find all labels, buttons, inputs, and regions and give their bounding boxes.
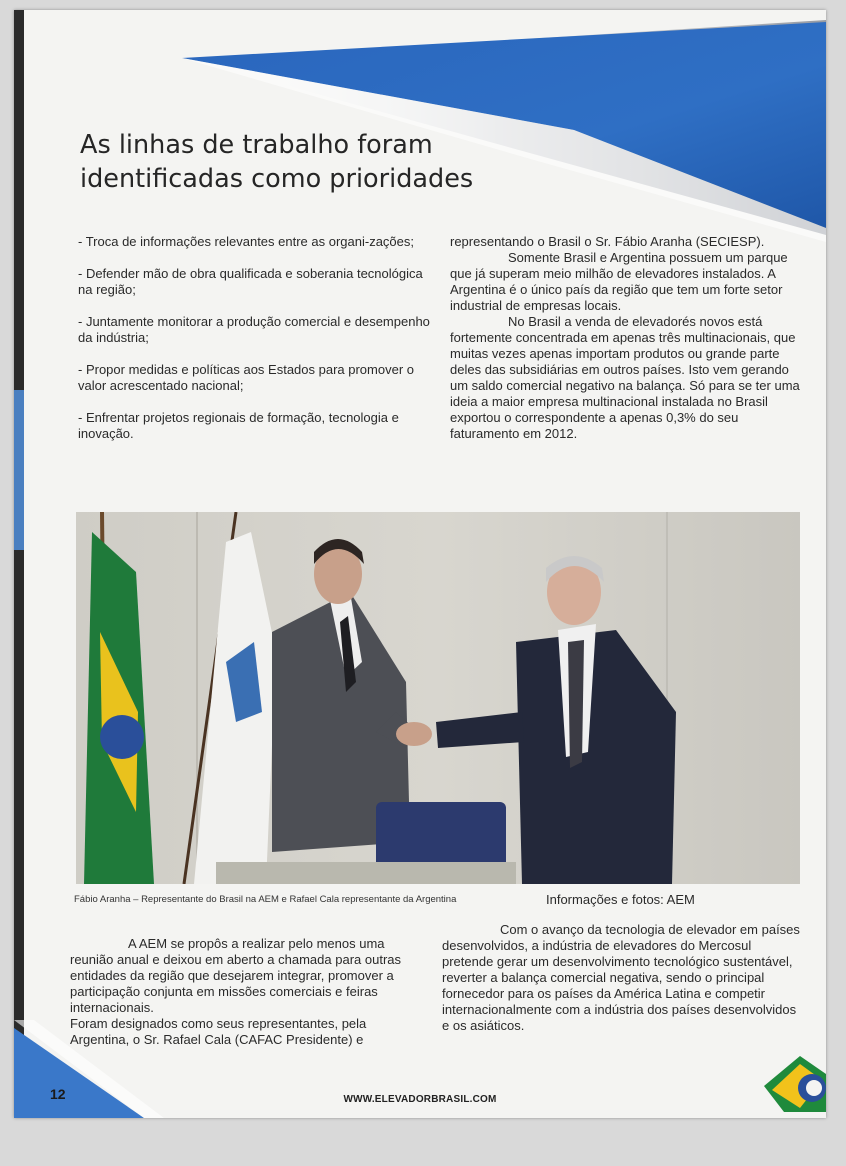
binding-accent <box>14 390 24 550</box>
paragraph: Foram designados como seus representantes, pela Argentina, o Sr. Rafael Cala (CAFAC Presidente) e <box>70 1016 367 1047</box>
title-line-1: As linhas de trabalho foram <box>80 130 433 160</box>
photo-caption: Fábio Aranha – Representante do Brasil na AEM e Rafael Cala representante da Argentina <box>74 894 457 905</box>
bottom-right-text <box>442 922 804 1034</box>
brand-logo-icon <box>760 1050 826 1116</box>
list-item: - Propor medidas e políticas aos Estados para promover o valor acrescentado nacional; <box>78 362 415 393</box>
list-item: - Juntamente monitorar a produção comercial e desempenho da indústria; <box>78 314 430 345</box>
paragraph: A AEM se propôs a realizar pelo menos uma reunião anual e deixou em aberto a chamada para outras entidades da região que desejarem integrar, promover a participação conjunta em missões comerciais e feiras internacionais. <box>70 936 401 1015</box>
paragraph: Com o avanço da tecnologia de elevador em países desenvolvidos, a indústria de elevadores do Mercosul pretende gerar um desenvolvimento tecnológico sustentável, reverter a balança comercial negativa, sendo o principal fornecedor para os países da América Latina e competir internacionalmente com a indústria dos países desenvolvidos e os asiáticos. <box>442 922 800 1033</box>
page-number: 12 <box>50 1086 66 1102</box>
photo-credit: Informações e fotos: AEM <box>546 892 695 907</box>
priorities-list <box>78 234 430 458</box>
website-url: WWW.ELEVADORBRASIL.COM <box>343 1094 497 1105</box>
title-line-2: identificadas como prioridades <box>80 164 474 194</box>
handshake-photo <box>76 512 800 884</box>
paragraph: No Brasil a venda de elevadorés novos está fortemente concentrada em apenas três multinacionais, que muitas vezes apenas importam produtos ou grande parte deles das subsidiárias em outros países. Isto vem gerando um saldo comercial negativo na balança. Só para se ter uma ideia a maior empresa multinacional instalada no Brasil exportou o correspondente a apenas 0,3% do seu faturamento em 2012. <box>450 314 800 441</box>
paragraph: representando o Brasil o Sr. Fábio Aranha (SECIESP). <box>450 234 765 249</box>
right-column-text <box>450 234 808 442</box>
page-title <box>80 128 473 196</box>
list-item: - Troca de informações relevantes entre as organi-zações; <box>78 234 415 249</box>
list-item: - Defender mão de obra qualificada e soberania tecnológica na região; <box>78 266 423 297</box>
magazine-page <box>14 10 826 1118</box>
list-item: - Enfrentar projetos regionais de formação, tecnologia e inovação. <box>78 410 399 441</box>
paragraph: Somente Brasil e Argentina possuem um parque que já superam meio milhão de elevadores instalados. A Argentina é o único país da região que tem um forte setor industrial de empresas locais. <box>450 250 788 313</box>
